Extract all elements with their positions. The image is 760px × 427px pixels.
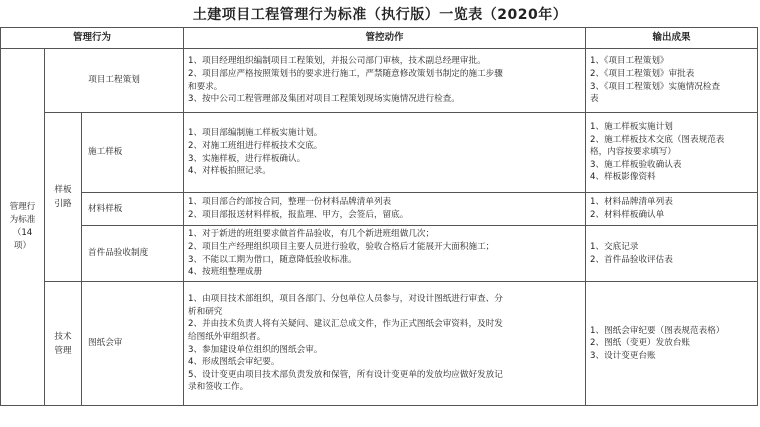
actions-cell (184, 226, 586, 282)
action-line: 1、项目经理组织编制项目工程策划，并报公司部门审核，技术副总经理审批。 (188, 56, 486, 67)
action-line: 2、项目生产经理组织项目主要人员进行验收，验收合格后才能展开大面积施工； (188, 241, 495, 252)
outputs-cell (586, 226, 758, 282)
table-row (1, 226, 758, 282)
action-line: 和要求。 (188, 81, 223, 92)
group-sample-cell (45, 113, 82, 282)
output-line: 1、《项目工程策划》 (590, 56, 669, 67)
page-title: 土建项目工程管理行为标准（执行版）一览表（2020年） (192, 7, 568, 23)
item-cell: 材料样板 (82, 193, 184, 226)
action-line: 1、项目部编制施工样板实施计划。 (188, 128, 323, 139)
action-line: 1、项目部合约部按合同，整理一份材料品牌清单列表 (188, 197, 392, 208)
main-category-line: 管理行 (9, 202, 36, 212)
actions-cell (184, 193, 586, 226)
header-row (1, 28, 758, 49)
output-line: 2、首件品验收评估表 (590, 254, 673, 265)
standards-table (0, 27, 758, 406)
actions-cell (184, 49, 586, 113)
action-line: 3、实施样板，进行样板确认。 (188, 153, 306, 164)
group-line: 引路 (54, 199, 72, 209)
output-line: 1、交底记录 (590, 241, 639, 252)
actions-cell (184, 113, 586, 193)
action-line: 3、参加建设单位组织的图纸会审。 (188, 344, 323, 355)
outputs-cell (586, 193, 758, 226)
group-line: 样板 (54, 185, 72, 195)
table-row (1, 282, 758, 406)
output-line: 3、施工样板验收确认表 (590, 159, 682, 170)
output-line: 1、图纸会审纪要（图表规范表格） (590, 325, 725, 336)
table-row (1, 193, 758, 226)
action-line: 析和研究 (188, 306, 223, 317)
output-line: 4、样板影像资料 (590, 172, 656, 183)
output-line: 1、施工样板实施计划 (590, 122, 673, 133)
output-line: 1、材料品牌清单列表 (590, 197, 673, 208)
table-row (1, 113, 758, 193)
action-line: 1、由项目技术部组织，项目各部门、分包单位人员参与，对设计图纸进行审查、分 (188, 294, 503, 305)
output-line: 2、施工样板技术交底（图表规范表 (590, 134, 725, 145)
action-line: 3、按中公司工程管理部及集团对项目工程策划现场实施情况进行检查。 (188, 94, 460, 105)
item-cell: 图纸会审 (82, 282, 184, 406)
item-cell: 项目工程策划 (45, 49, 184, 113)
table-row (1, 49, 758, 113)
action-line: 录和签收工作。 (188, 382, 249, 393)
output-line: 2、《项目工程策划》审批表 (590, 68, 695, 79)
action-line: 5、设计变更由项目技术部负责发放和保管，所有设计变更单的发放均应做好发放记 (188, 369, 503, 380)
action-line: 4、形成图纸会审纪要。 (188, 357, 280, 368)
output-line: 2、材料样板确认单 (590, 210, 665, 220)
output-line: 3、《项目工程策划》实施情况检查 (590, 81, 721, 92)
action-line: 4、按班组整理成册 (188, 267, 263, 278)
header-control: 管控动作 (184, 28, 586, 49)
outputs-cell (586, 113, 758, 193)
action-line: 2、项目部报送材料样板，报监理、甲方，会签后，留底。 (188, 210, 409, 220)
group-tech-cell (45, 282, 82, 406)
header-output: 输出成果 (586, 28, 758, 49)
outputs-cell (586, 282, 758, 406)
action-line: 给图纸外审组织者。 (188, 331, 266, 342)
outputs-cell (586, 49, 758, 113)
action-line: 2、并由技术负责人将有关疑问、建议汇总成文件，作为正式图纸会审资料，及时发 (188, 319, 503, 330)
group-line: 管理 (54, 345, 72, 356)
action-line: 1、对于新进的班组要求做首件品验收，有几个新进班组做几次； (188, 229, 435, 240)
item-cell: 首件品验收制度 (82, 226, 184, 282)
action-line: 4、对样板拍照记录。 (188, 166, 271, 177)
output-line: 3、设计变更台账 (590, 350, 656, 361)
main-category-line: （14 (12, 228, 33, 238)
output-line: 格，内容按要求填写） (590, 147, 676, 158)
action-line: 2、对施工班组进行样板技术交底。 (188, 140, 323, 151)
output-line: 表 (590, 94, 599, 105)
main-category-line: 项） (13, 241, 32, 251)
output-line: 2、图纸（变更）发放台账 (590, 338, 691, 349)
item-cell: 施工样板 (82, 113, 184, 193)
actions-cell (184, 282, 586, 406)
action-line: 3、不能以工期为借口，随意降低验收标准。 (188, 254, 357, 265)
main-category-line: 为标准 (9, 215, 36, 225)
header-behavior: 管理行为 (1, 28, 184, 49)
action-line: 2、项目部应严格按照策划书的要求进行施工，严禁随意修改策划书制定的施工步骤 (188, 68, 503, 79)
main-category-cell (1, 49, 45, 406)
group-line: 技术 (54, 331, 72, 342)
